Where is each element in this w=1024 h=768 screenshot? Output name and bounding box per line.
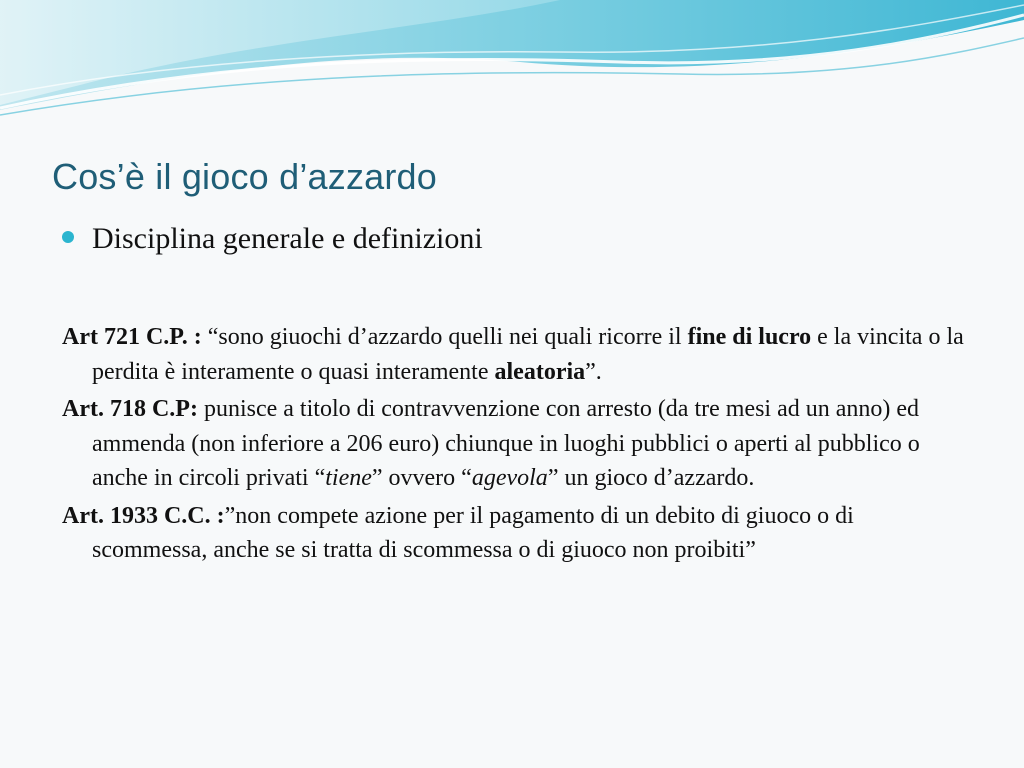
bullet-label: Disciplina generale e definizioni — [92, 222, 483, 255]
article-721-cp — [62, 320, 972, 389]
article-ref: Art 721 C.P. : — [62, 324, 208, 350]
article-1933-cc — [62, 499, 972, 568]
article-text: e la vincita o la perdita è interamente o quasi interamente — [92, 324, 964, 385]
article-ref: Art. 1933 C.C. : — [62, 502, 225, 529]
bullet-item — [62, 222, 483, 256]
header-wave-decoration — [0, 0, 1024, 140]
article-text: ” un gioco d’azzardo. — [547, 465, 755, 491]
article-bold-term: fine di lucro — [687, 324, 812, 350]
article-text: “sono giuochi d’azzardo quelli nei quali ricorre il — [207, 324, 688, 350]
article-text: ”. — [585, 358, 602, 385]
articles-block — [62, 320, 972, 571]
slide-title: Cos’è il gioco d’azzardo — [52, 156, 437, 197]
article-italic-term: tiene — [325, 465, 372, 491]
article-text: punisce a titolo di contravvenzione con arresto (da tre mesi ad un anno) ed ammenda (non inferiore a 206 euro) chiunque in luoghi pubblici o aperti al pubblico o anche in circoli privati “ — [92, 396, 920, 491]
article-718-cp — [62, 392, 972, 496]
bullet-dot-icon — [62, 231, 74, 243]
article-italic-term: agevola — [471, 465, 548, 491]
article-text: ”non compete azione per il pagamento di un debito di giuoco o di scommessa, anche se si tratta di scommessa o di giuoco non proibiti” — [92, 502, 854, 563]
article-text: ” ovvero “ — [371, 465, 472, 491]
article-bold-term: aleatoria — [494, 358, 586, 385]
article-ref: Art. 718 C.P: — [62, 396, 198, 422]
